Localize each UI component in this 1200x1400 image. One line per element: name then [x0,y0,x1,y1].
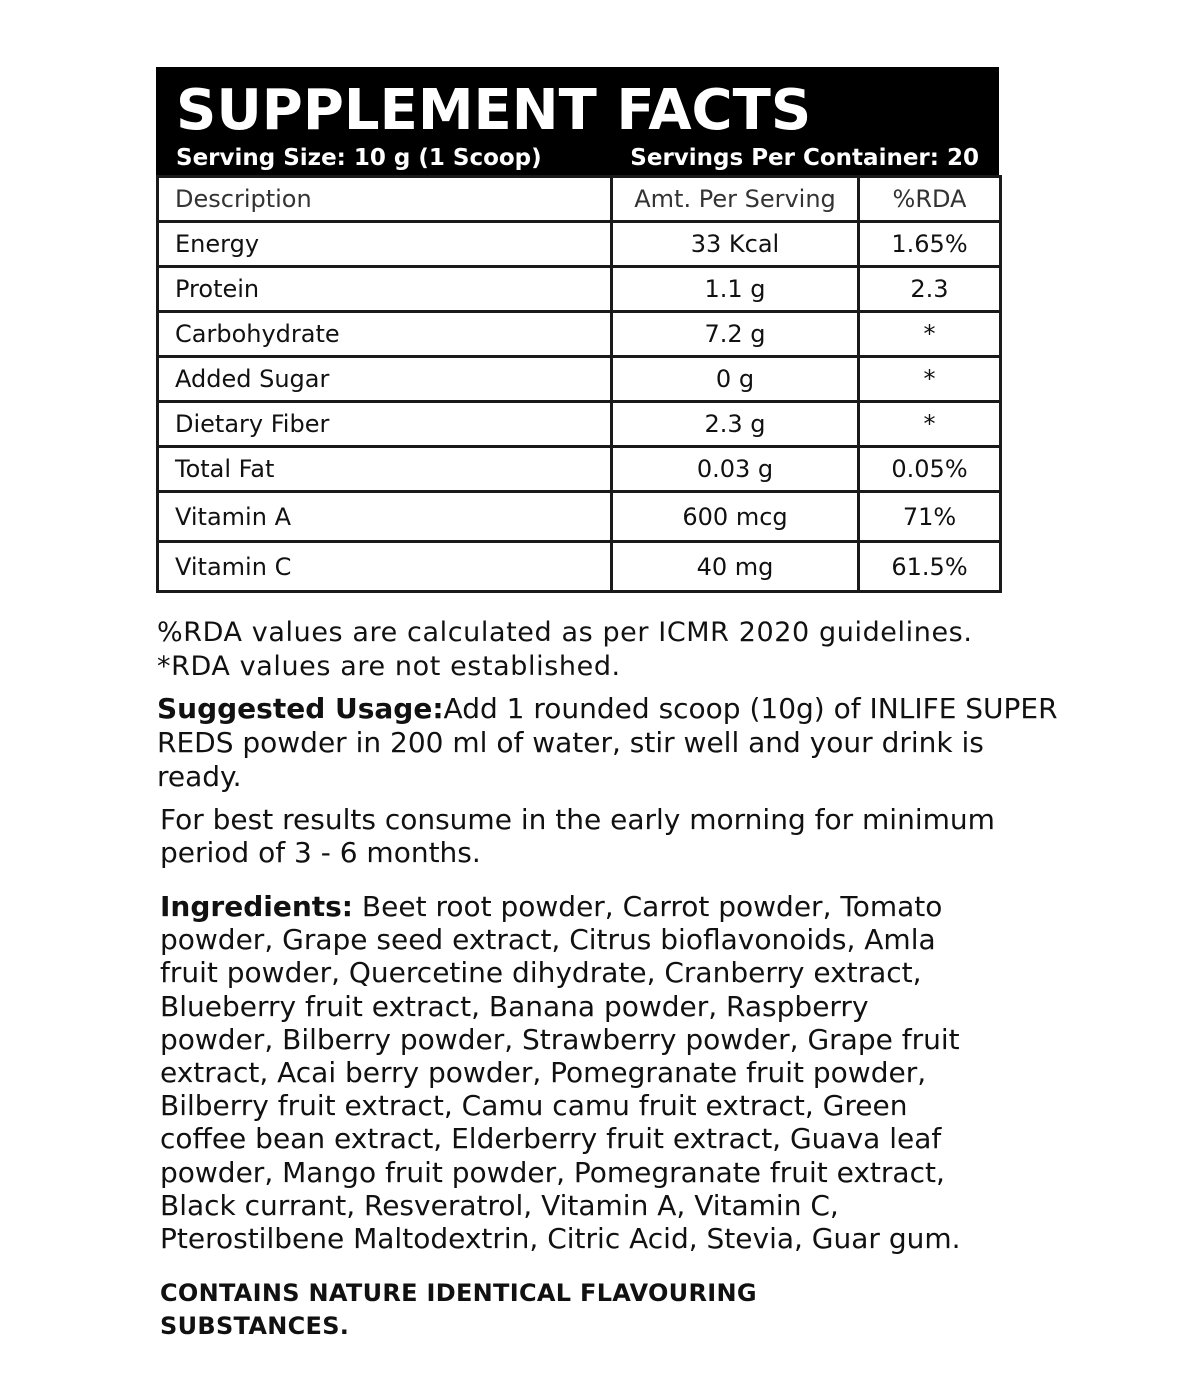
rda-notes [157,616,973,684]
suggested-usage [157,692,1067,794]
facts-table [156,175,1002,593]
column-header-amount: Amt. Per Serving [612,177,859,222]
row-rda: 71% [859,492,1001,542]
row-amount: 0.03 g [612,447,859,492]
facts-title: SUPPLEMENT FACTS [176,78,812,143]
row-amount: 1.1 g [612,267,859,312]
row-rda: * [859,312,1001,357]
facts-header-row [158,177,1001,222]
row-description: Dietary Fiber [158,402,612,447]
row-description: Protein [158,267,612,312]
rda-note-line: %RDA values are calculated as per ICMR 2020 guidelines. [157,617,973,648]
column-header-rda: %RDA [859,177,1001,222]
row-rda: * [859,357,1001,402]
ingredients-label: Ingredients: [160,890,354,923]
facts-header [156,67,999,175]
row-rda: 0.05% [859,447,1001,492]
row-description: Vitamin A [158,492,612,542]
row-description: Energy [158,222,612,267]
suggested-usage-text: Add 1 rounded scoop (10g) of INLIFE SUPER REDS powder in 200 ml of water, stir well and your drink is ready. [157,692,1058,793]
row-amount: 0 g [612,357,859,402]
table-row [158,357,1001,402]
table-row [158,222,1001,267]
table-row [158,542,1001,592]
ingredients [160,890,990,1255]
row-amount: 7.2 g [612,312,859,357]
suggested-usage-label: Suggested Usage: [157,692,444,725]
ingredients-text: Beet root powder, Carrot powder, Tomato powder, Grape seed extract, Citrus bioflavonoids, Amla fruit powder, Quercetine dihydrate, Cranberry extract, Blueberry fruit extract, Banana powder, Raspberry powder, Bilberry powder, Strawberry powder, Grape fruit extract, Acai berry powder, Pomegranate fruit powder, Bilberry fruit extract, Camu camu fruit extract, Green coffee bean extract, Elderberry fruit extract, Guava leaf powder, Mango fruit powder, Pomegranate fruit extract, Black currant, Resveratrol, Vitamin A, Vitamin C, Pterostilbene Maltodextrin, Citric Acid, Stevia, Guar gum. [160,890,961,1256]
row-rda: 2.3 [859,267,1001,312]
supplement-facts-panel [156,67,999,593]
row-amount: 2.3 g [612,402,859,447]
best-results-note: For best results consume in the early morning for minimum period of 3 - 6 months. [160,803,995,869]
serving-size: Serving Size: 10 g (1 Scoop) [176,145,542,171]
row-description: Vitamin C [158,542,612,592]
row-description: Carbohydrate [158,312,612,357]
servings-per-container: Servings Per Container: 20 [630,145,979,171]
table-row [158,312,1001,357]
row-rda: * [859,402,1001,447]
table-row [158,402,1001,447]
row-amount: 600 mcg [612,492,859,542]
row-amount: 40 mg [612,542,859,592]
rda-note-line: *RDA values are not established. [157,651,621,682]
row-amount: 33 Kcal [612,222,859,267]
row-description: Total Fat [158,447,612,492]
table-row [158,447,1001,492]
row-description: Added Sugar [158,357,612,402]
row-rda: 1.65% [859,222,1001,267]
flavouring-statement: CONTAINS NATURE IDENTICAL FLAVOURING SUBSTANCES. [160,1279,757,1340]
table-row [158,267,1001,312]
row-rda: 61.5% [859,542,1001,592]
table-row [158,492,1001,542]
column-header-description: Description [158,177,612,222]
